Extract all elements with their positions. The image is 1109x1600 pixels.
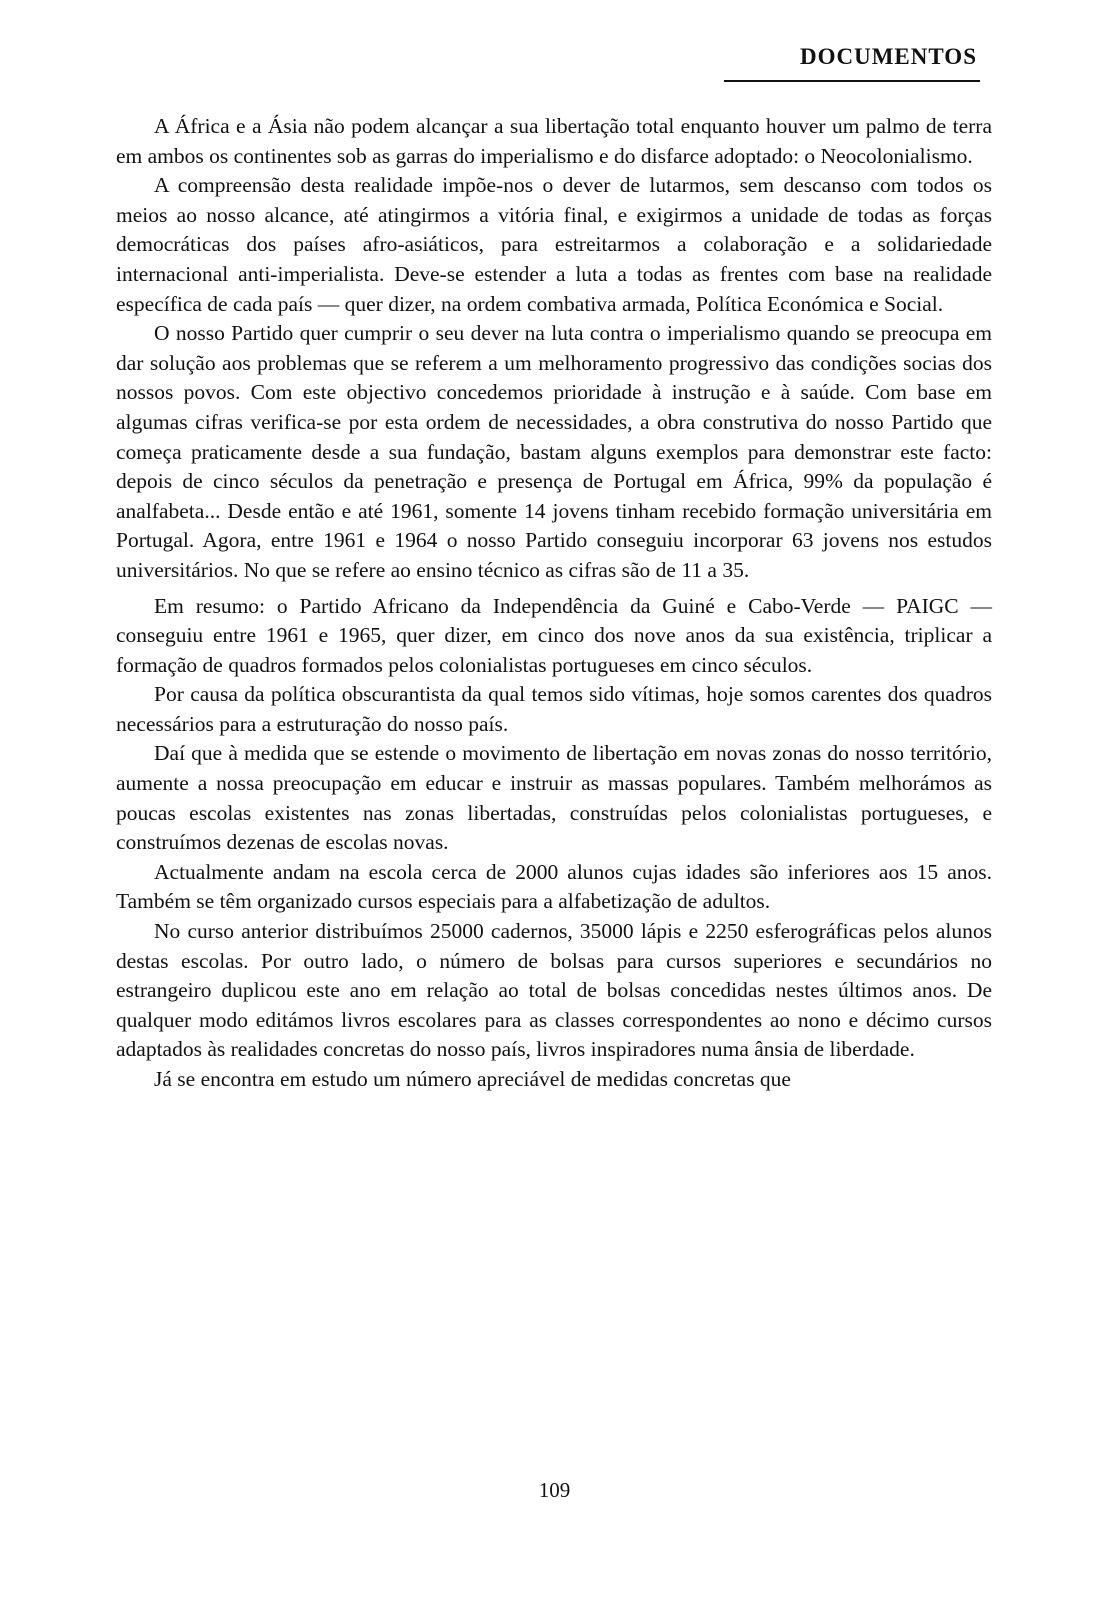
header-rule <box>724 80 980 82</box>
paragraph: No curso anterior distribuímos 25000 cadernos, 35000 lápis e 2250 esferográficas pelos alunos destas escolas. Por outro lado, o número de bolsas para cursos superiores e secundários no estrangeiro duplicou este ano em relação ao total de bolsas concedidas nestes últimos anos. De qualquer modo editámos livros escolares para as classes correspondentes ao nono e décimo cursos adaptados às realidades concretas do nosso país, livros inspiradores numa ânsia de liberdade. <box>116 919 992 1062</box>
paragraph: Em resumo: o Partido Africano da Independência da Guiné e Cabo-Verde — PAIGC — conseguiu entre 1961 e 1965, quer dizer, em cinco dos nove anos da sua existência, triplicar a formação de quadros formados pelos colonialistas portugueses em cinco séculos. <box>116 593 992 677</box>
paragraph: A África e a Ásia não podem alcançar a sua libertação total enquanto houver um palmo de terra em ambos os continentes sob as garras do imperialismo e do disfarce adoptado: o Neocolonialismo. <box>116 114 992 168</box>
section-title: DOCUMENTOS <box>800 44 977 69</box>
paragraph: O nosso Partido quer cumprir o seu dever na luta contra o imperialismo quando se preocupa em dar solução aos problemas que se referem a um melhoramento progressivo das condições socias dos nossos povos. Com este objectivo concedemos prioridade à instrução e à saúde. Com base em algumas cifras verifica-se por esta ordem de necessidades, a obra construtiva do nosso Partido que começa praticamente desde a sua fundação, bastam alguns exemplos para demonstrar este facto: depois de cinco séculos da penetração e presença de Portugal em África, 99% da população é analfabeta... Desde então e até 1961, somente 14 jovens tinham recebido formação universitária em Portugal. Agora, entre 1961 e 1964 o nosso Partido conseguiu incorporar 63 jovens nos estudos universitários. No que se refere ao ensino técnico as cifras são de 11 a 35. <box>116 321 992 582</box>
paragraph: Daí que à medida que se estende o movimento de libertação em novas zonas do nosso território, aumente a nossa preocupação em educar e instruir as massas populares. Também melhorámos as poucas escolas existentes nas zonas libertadas, construídas pelos colonialistas portugueses, e construímos dezenas de escolas novas. <box>116 741 992 855</box>
paragraph: Por causa da política obscurantista da qual temos sido vítimas, hoje somos carentes dos quadros necessários para a estruturação do nosso país. <box>116 682 992 736</box>
paragraph: Actualmente andam na escola cerca de 2000 alunos cujas idades são inferiores aos 15 anos. Também se têm organizado cursos especiais para a alfabetização de adultos. <box>116 859 992 914</box>
running-header <box>800 44 977 76</box>
body-text <box>116 112 992 1095</box>
page-number: 109 <box>538 1478 571 1502</box>
paragraph: Já se encontra em estudo um número apreciável de medidas concretas que <box>154 1067 791 1091</box>
paragraph: A compreensão desta realidade impõe-nos o dever de lutarmos, sem descanso com todos os meios ao nosso alcance, até atingirmos a vitória final, e exigirmos a unidade de todas as forças democráticas dos países afro-asiáticos, para estreitarmos a colaboração e a solidariedade internacional anti-imperialista. Deve-se estender a luta a todas as frentes com base na realidade específica de cada país — quer dizer, na ordem combativa armada, Política Económica e Social. <box>116 173 992 316</box>
